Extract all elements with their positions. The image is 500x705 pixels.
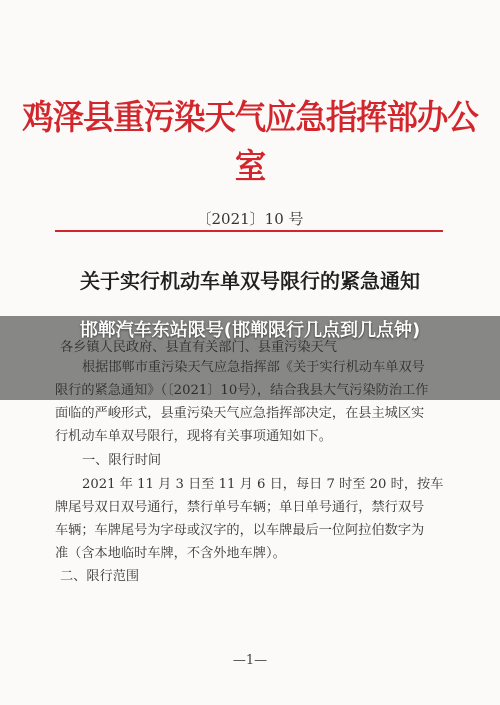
headline-overlay-text[interactable]: 邯郸汽车东站限号(邯郸限行几点到几点钟) xyxy=(79,320,421,341)
body-line: 面临的严峻形式，县重污染天气应急指挥部决定，在县主城区实 xyxy=(55,406,425,421)
section-heading: 二、限行范围 xyxy=(60,569,140,584)
notice-title: 关于实行机动车单双号限行的紧急通知 xyxy=(80,269,420,293)
body-line: 2021 年 11 月 3 日至 11 月 6 日，每日 7 时至 20 时，按车 xyxy=(82,477,444,492)
red-divider-line xyxy=(55,230,443,232)
page-number: —1— xyxy=(232,653,268,668)
body-line: 车辆；车牌尾号为字母或汉字的，以车牌最后一位阿拉伯数字为 xyxy=(55,523,425,538)
body-line: 行机动车单双号限行，现将有关事项通知如下。 xyxy=(55,429,332,444)
section-heading: 一、限行时间 xyxy=(82,453,162,468)
issuing-office-title: 鸡泽县重污染天气应急指挥部办公室 xyxy=(22,98,478,187)
document-number: 〔2021〕10 号 xyxy=(196,210,304,228)
body-line: 牌尾号双日双号通行，禁行单号车辆；单日单号通行，禁行双号 xyxy=(55,500,425,515)
body-line: 准（含本地临时车牌，不含外地车牌）。 xyxy=(55,546,286,561)
